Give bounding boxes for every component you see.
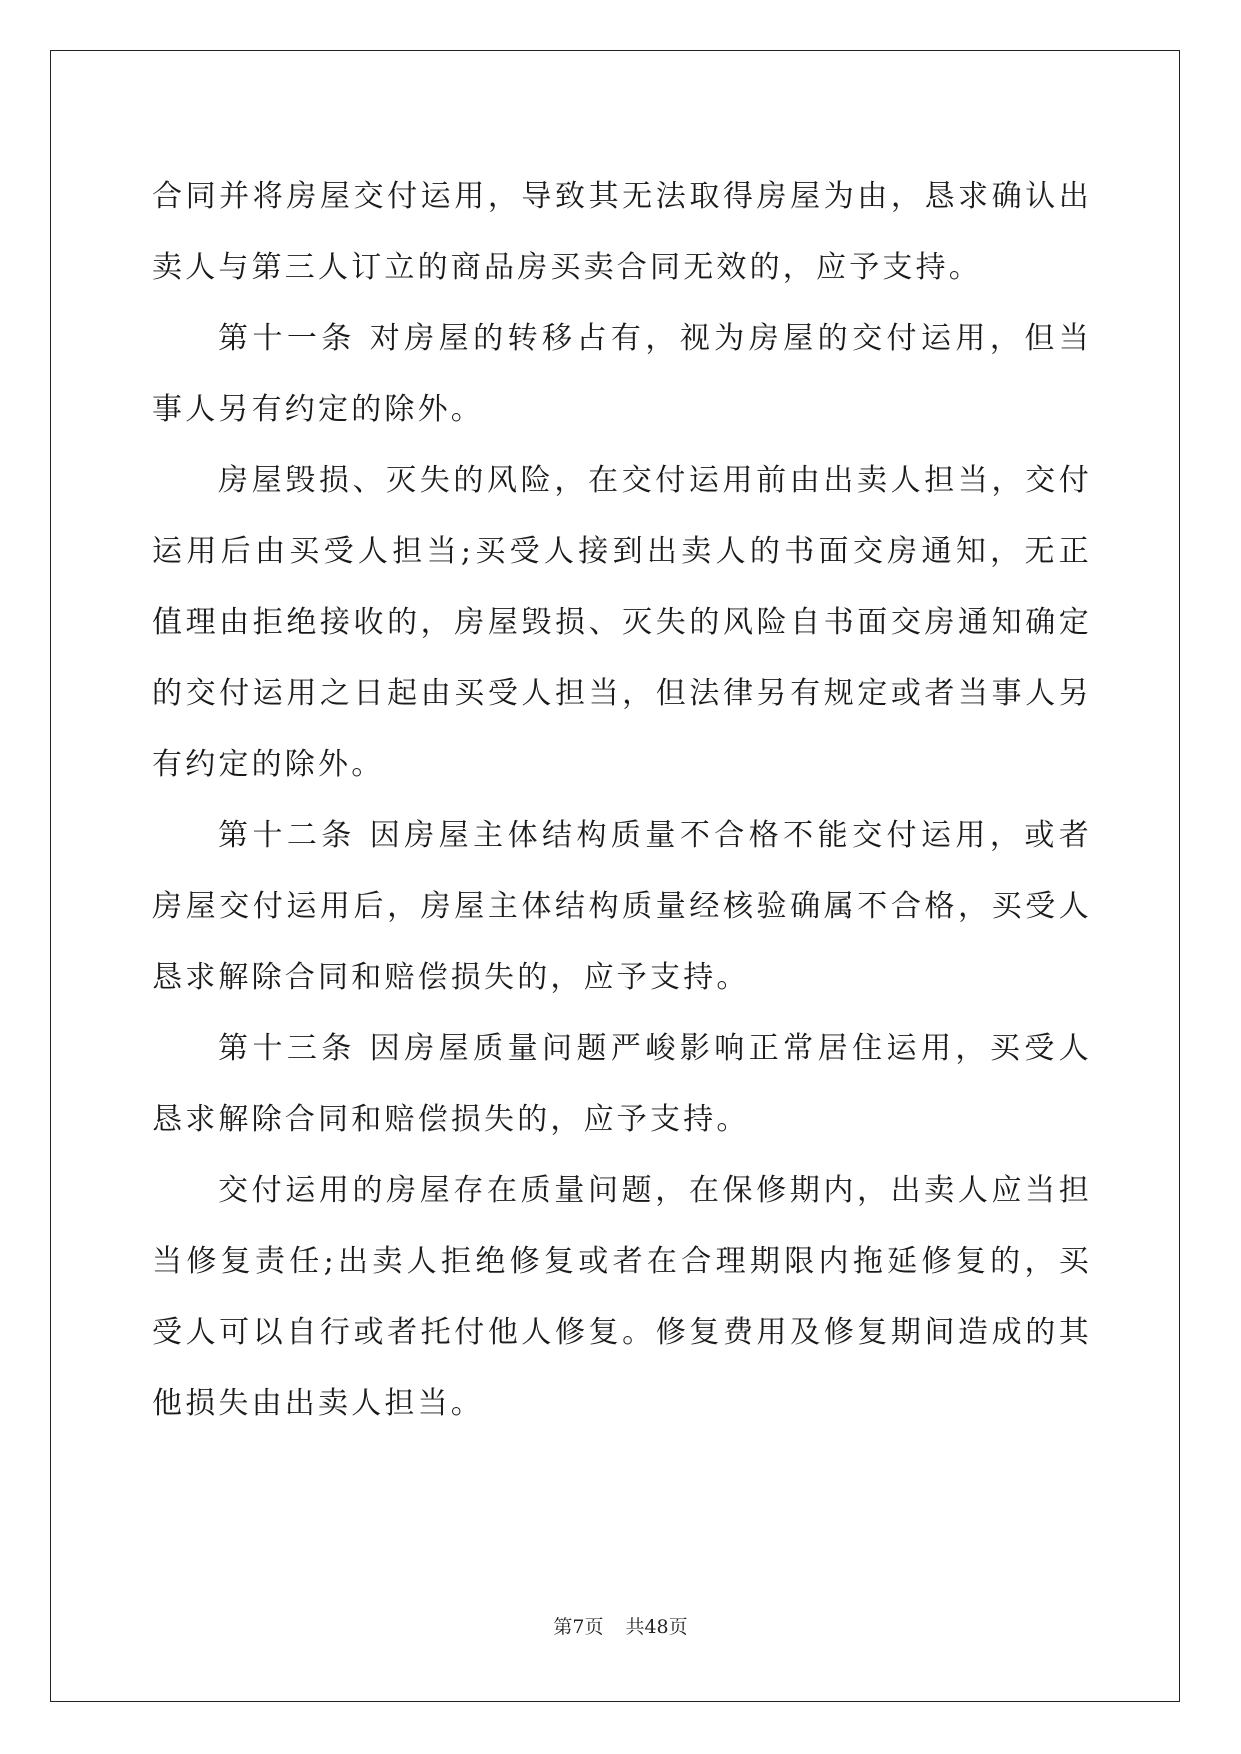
paragraph-6: 交付运用的房屋存在质量问题，在保修期内，出卖人应当担当修复责任;出卖人拒绝修复或者在合理期限内拖延修复的，买受人可以自行或者托付他人修复。修复费用及修复期间造成的其他损失由出卖人担当。	[152, 1173, 1092, 1421]
page-number: 第7页	[553, 1616, 604, 1638]
paragraph-2: 第十一条 对房屋的转移占有，视为房屋的交付运用，但当事人另有约定的除外。	[152, 321, 1092, 427]
paragraph-4: 第十二条 因房屋主体结构质量不合格不能交付运用，或者房屋交付运用后，房屋主体结构质量经核验确属不合格，买受人恳求解除合同和赔偿损失的，应予支持。	[152, 818, 1092, 995]
paragraph-1: 合同并将房屋交付运用，导致其无法取得房屋为由，恳求确认出卖人与第三人订立的商品房买卖合同无效的，应予支持。	[152, 179, 1092, 285]
paragraph-5: 第十三条 因房屋质量问题严峻影响正常居住运用，买受人恳求解除合同和赔偿损失的，应予支持。	[152, 1031, 1092, 1137]
page-footer	[0, 1612, 1241, 1639]
document-body	[152, 161, 1092, 1439]
page-total: 共48页	[625, 1616, 688, 1638]
paragraph-3: 房屋毁损、灭失的风险，在交付运用前由出卖人担当，交付运用后由买受人担当;买受人接到出卖人的书面交房通知，无正值理由拒绝接收的，房屋毁损、灭失的风险自书面交房通知确定的交付运用之日起由买受人担当，但法律另有规定或者当事人另有约定的除外。	[152, 463, 1092, 782]
